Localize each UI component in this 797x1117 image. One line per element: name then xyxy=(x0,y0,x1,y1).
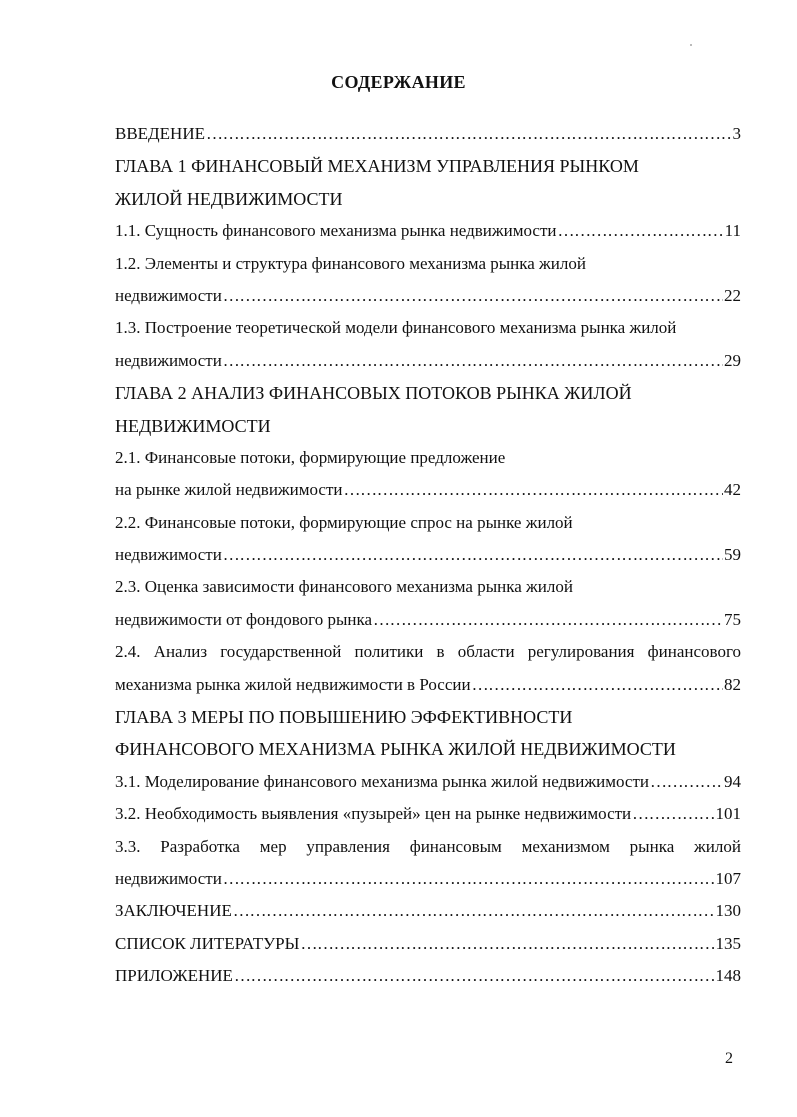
toc-entry-text: недвижимости xyxy=(115,545,222,565)
toc-entry-page: 29 xyxy=(724,350,741,370)
toc-entry xyxy=(115,345,741,377)
toc-entry-page: 59 xyxy=(724,545,741,565)
dot-leader xyxy=(233,895,715,927)
dot-leader xyxy=(557,215,723,247)
toc-entry xyxy=(115,636,741,668)
toc-chapter xyxy=(115,377,741,409)
dot-leader xyxy=(650,766,723,798)
dot-leader xyxy=(300,928,714,960)
toc-chapter xyxy=(115,150,741,182)
dot-leader xyxy=(223,345,723,377)
toc-entry xyxy=(115,604,741,636)
toc-entry xyxy=(115,539,741,571)
toc-chapter xyxy=(115,733,741,765)
toc-entry-text: НЕДВИЖИМОСТИ xyxy=(115,415,271,436)
dot-leader xyxy=(344,474,723,506)
toc-entry-text: СПИСОК ЛИТЕРАТУРЫ xyxy=(115,933,300,953)
toc-entry-text: механизма рынка жилой недвижимости в России xyxy=(115,674,471,694)
toc-chapter xyxy=(115,410,741,442)
toc-entry-page: 130 xyxy=(715,901,741,921)
dot-leader xyxy=(206,118,732,150)
toc-entry xyxy=(115,895,741,927)
toc-entry-text: ФИНАНСОВОГО МЕХАНИЗМА РЫНКА ЖИЛОЙ НЕДВИЖИМОСТИ xyxy=(115,739,676,760)
toc-entry-text: 2.4. Анализ государственной политики в области регулирования финансового xyxy=(115,642,741,662)
toc-entry xyxy=(115,280,741,312)
toc-entry xyxy=(115,798,741,830)
toc-entry-page: 11 xyxy=(724,221,741,241)
toc-entry xyxy=(115,442,741,474)
toc-entry xyxy=(115,312,741,344)
toc-entry-text: ПРИЛОЖЕНИЕ xyxy=(115,966,233,986)
toc-entry-text: недвижимости xyxy=(115,285,222,305)
toc-entry-page: 42 xyxy=(724,480,741,500)
dot-leader xyxy=(234,960,715,992)
table-of-contents xyxy=(115,118,741,993)
toc-chapter xyxy=(115,183,741,215)
toc-entry-text: 3.2. Необходимость выявления «пузырей» цен на рынке недвижимости xyxy=(115,804,632,824)
toc-entry-text: недвижимости xyxy=(115,868,222,888)
toc-entry xyxy=(115,669,741,701)
toc-entry-text: ГЛАВА 2 АНАЛИЗ ФИНАНСОВЫХ ПОТОКОВ РЫНКА ЖИЛОЙ xyxy=(115,383,632,404)
toc-entry-page: 82 xyxy=(724,674,741,694)
toc-entry-text: на рынке жилой недвижимости xyxy=(115,480,343,500)
toc-entry xyxy=(115,215,741,247)
toc-entry-page: 135 xyxy=(715,933,741,953)
toc-entry-text: 2.3. Оценка зависимости финансового механизма рынка жилой xyxy=(115,577,573,597)
toc-entry-text: 3.1. Моделирование финансового механизма рынка жилой недвижимости xyxy=(115,771,649,791)
toc-entry-text: ЗАКЛЮЧЕНИЕ xyxy=(115,901,232,921)
toc-entry-text: ВВЕДЕНИЕ xyxy=(115,124,205,143)
toc-entry-text: 1.3. Построение теоретической модели финансового механизма рынка жилой xyxy=(115,318,677,338)
scan-speck xyxy=(690,44,692,46)
toc-entry xyxy=(115,507,741,539)
toc-entry xyxy=(115,831,741,863)
toc-entry xyxy=(115,248,741,280)
toc-entry-page: 148 xyxy=(715,966,741,986)
toc-entry-text: недвижимости от фондового рынка xyxy=(115,609,373,629)
toc-entry-text: 3.3. Разработка мер управления финансовым механизмом рынка жилой xyxy=(115,836,741,856)
dot-leader xyxy=(632,798,714,830)
page-title: СОДЕРЖАНИЕ xyxy=(331,72,466,92)
toc-entry-page: 94 xyxy=(724,771,741,791)
toc-entry xyxy=(115,766,741,798)
toc-entry-page: 101 xyxy=(715,804,741,824)
dot-leader xyxy=(223,539,723,571)
toc-entry-text: ГЛАВА 1 ФИНАНСОВЫЙ МЕХАНИЗМ УПРАВЛЕНИЯ РЫНКОМ xyxy=(115,156,639,177)
toc-entry-page: 75 xyxy=(724,609,741,629)
toc-entry xyxy=(115,474,741,506)
toc-entry xyxy=(115,960,741,992)
toc-entry-text: 1.1. Сущность финансового механизма рынка недвижимости xyxy=(115,221,557,241)
toc-chapter xyxy=(115,701,741,733)
toc-entry-text: ЖИЛОЙ НЕДВИЖИМОСТИ xyxy=(115,188,343,209)
toc-entry-text: 2.1. Финансовые потоки, формирующие предложение xyxy=(115,447,506,467)
toc-entry-page: 3 xyxy=(732,124,741,143)
toc-entry xyxy=(115,118,741,150)
toc-entry xyxy=(115,571,741,603)
dot-leader xyxy=(223,863,715,895)
toc-entry-text: недвижимости xyxy=(115,350,222,370)
toc-entry-text: 1.2. Элементы и структура финансового механизма рынка жилой xyxy=(115,253,586,273)
dot-leader xyxy=(472,669,723,701)
toc-entry-text: 2.2. Финансовые потоки, формирующие спрос на рынке жилой xyxy=(115,512,573,532)
toc-entry-page: 107 xyxy=(715,868,741,888)
toc-entry xyxy=(115,928,741,960)
dot-leader xyxy=(223,280,723,312)
toc-entry xyxy=(115,863,741,895)
page-number: 2 xyxy=(725,1050,733,1067)
dot-leader xyxy=(373,604,723,636)
toc-entry-text: ГЛАВА 3 МЕРЫ ПО ПОВЫШЕНИЮ ЭФФЕКТИВНОСТИ xyxy=(115,707,573,728)
toc-entry-page: 22 xyxy=(724,285,741,305)
